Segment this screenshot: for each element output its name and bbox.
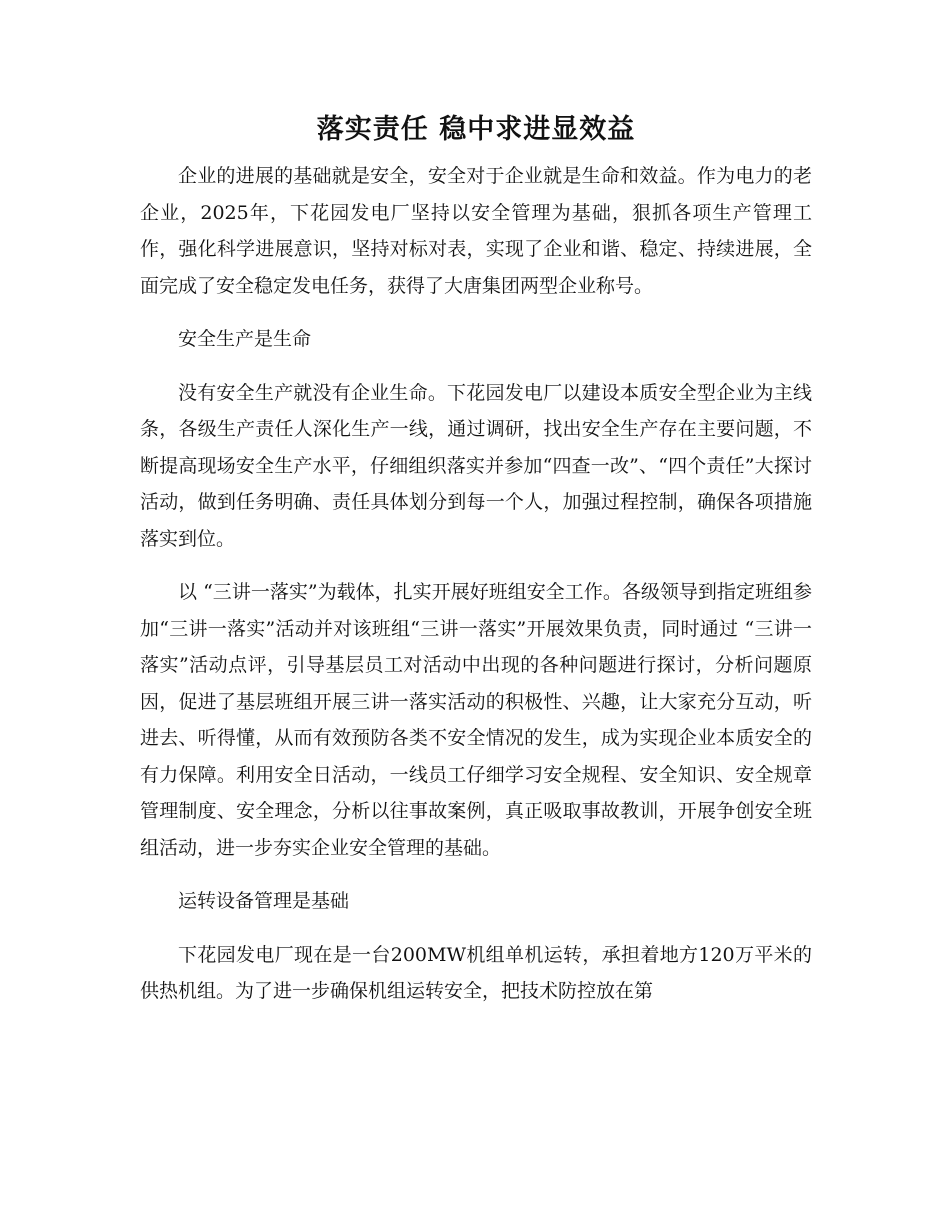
paragraph-safety-2: 以 “三讲一落实”为载体，扎实开展好班组安全工作。各级领导到指定班组参加“三讲一落实”活动并对该班组“三讲一落实”开展效果负责，同时通过 “三讲一落实”活动点评，引导基层员工对活动中出现的各种问题进行探讨，分析问题原因，促进了基层班组开展三讲一落实活动的积极性、兴趣，让大家充分互动，听进去、听得懂，从而有效预防各类不安全情况的发生，成为实现企业本质安全的有力保障。利用安全日活动，一线员工仔细学习安全规程、安全知识、安全规章管理制度、安全理念，分析以往事故案例，真正吸取事故教训，开展争创安全班组活动，进一步夯实企业安全管理的基础。 <box>140 581 812 859</box>
paragraph-safety-1: 没有安全生产就没有企业生命。下花园发电厂以建设本质安全型企业为主线条，各级生产责任人深化生产一线，通过调研，找出安全生产存在主要问题，不断提高现场安全生产水平，仔细组织落实并参加“四查一改”、“四个责任”大探讨活动，做到任务明确、责任具体划分到每一个人，加强过程控制，确保各项措施落实到位。 <box>140 381 812 550</box>
intro-paragraph: 企业的进展的基础就是安全，安全对于企业就是生命和效益。作为电力的老企业，2025年，下花园发电厂坚持以安全管理为基础，狠抓各项生产管理工作，强化科学进展意识，坚持对标对表，实现了企业和谐、稳定、持续进展，全面完成了安全稳定发电任务，获得了大唐集团两型企业称号。 <box>140 165 812 297</box>
paragraph-equipment-1: 下花园发电厂现在是一台200MW机组单机运转，承担着地方120万平米的供热机组。为了进一步确保机组运转安全，把技术防控放在第 <box>140 943 812 1002</box>
document-page <box>140 108 812 1027</box>
document-title: 落实责任 稳中求进显效益 <box>316 114 636 145</box>
section-heading-safety: 安全生产是生命 <box>178 328 312 350</box>
section-heading-equipment: 运转设备管理是基础 <box>178 890 350 912</box>
